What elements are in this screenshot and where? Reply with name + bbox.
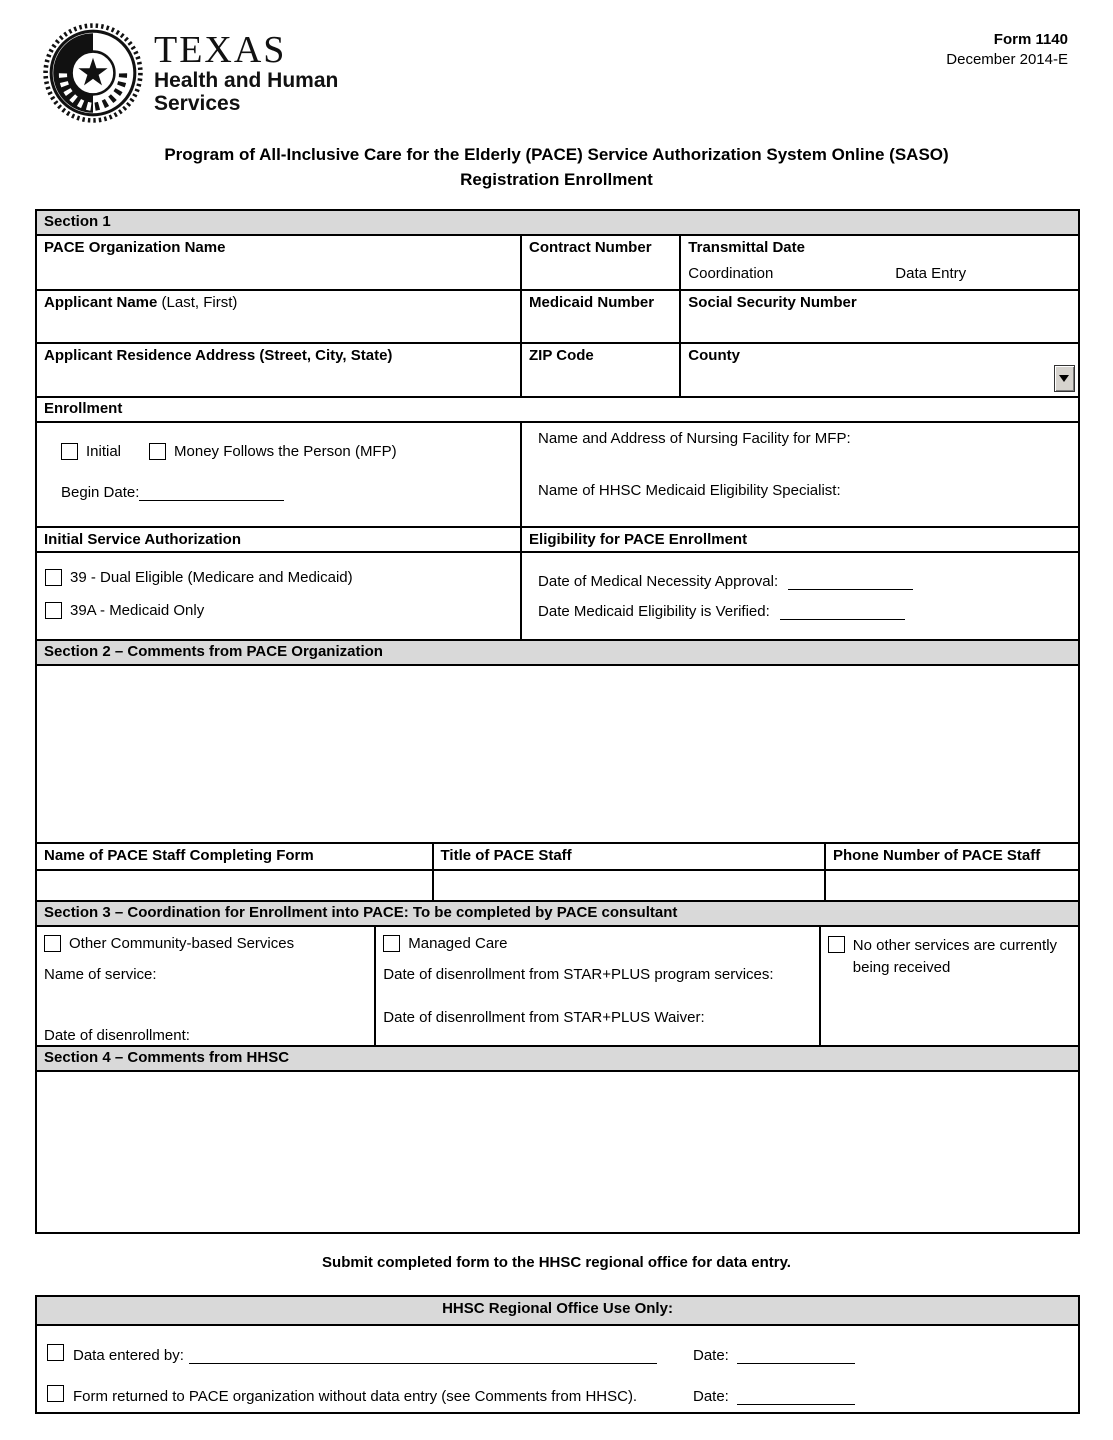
residence-address-label: Applicant Residence Address (Street, City, State) (44, 347, 393, 364)
enrollment-header: Enrollment (44, 400, 123, 417)
form-title (0, 143, 1113, 192)
form-returned-row (47, 1381, 1068, 1405)
form-returned-checkbox[interactable] (47, 1385, 64, 1402)
mfp-checkbox[interactable] (149, 443, 166, 460)
staff-name-label: Name of PACE Staff Completing Form (44, 847, 314, 864)
date-label-2: Date: (693, 1388, 729, 1405)
medical-necessity-date-label: Date of Medical Necessity Approval: (538, 573, 779, 590)
form-date: December 2014-E (946, 51, 1068, 69)
staff-phone-field[interactable] (824, 871, 1078, 900)
applicant-name-field[interactable] (37, 291, 520, 342)
enrollment-type-cell (37, 423, 520, 526)
data-entry-label: Data Entry (895, 265, 967, 282)
medicaid-verified-date-label: Date Medicaid Eligibility is Verified: (538, 603, 770, 620)
section4-header: Section 4 – Comments from HHSC (44, 1049, 290, 1066)
contract-number-field[interactable] (520, 236, 679, 289)
begin-date-label: Begin Date: (61, 484, 140, 501)
starplus-waiver-label: Date of disenrollment from STAR+PLUS Waiver: (383, 1009, 705, 1026)
code-39a-label: 39A - Medicaid Only (70, 602, 205, 619)
form-number: Form 1140 (993, 31, 1068, 48)
code-39-checkbox[interactable] (45, 569, 62, 586)
managed-care-cell (374, 927, 819, 1045)
coordination-label: Coordination (688, 265, 774, 282)
service-authorization-options-cell (37, 553, 520, 639)
other-services-label: Other Community-based Services (69, 935, 295, 952)
mfp-label: Money Follows the Person (MFP) (174, 443, 397, 460)
county-label: County (688, 347, 740, 364)
staff-title-field[interactable] (432, 871, 824, 900)
zip-code-label: ZIP Code (529, 347, 594, 364)
staff-phone-label: Phone Number of PACE Staff (832, 847, 1041, 864)
code-39-label: 39 - Dual Eligible (Medicare and Medicaid) (70, 569, 353, 586)
section4-comments-area[interactable] (37, 1072, 1078, 1232)
logo-text (154, 28, 339, 115)
initial-label: Initial (86, 443, 122, 460)
date-input-line-2[interactable] (737, 1390, 855, 1405)
managed-care-label: Managed Care (408, 935, 508, 952)
zip-code-field[interactable] (520, 344, 679, 396)
office-use-table (35, 1295, 1080, 1414)
data-entered-input-line[interactable] (189, 1349, 657, 1364)
begin-date-input-line[interactable] (139, 486, 284, 501)
county-dropdown-button[interactable] (1054, 365, 1075, 392)
section3-header: Section 3 – Coordination for Enrollment into PACE: To be completed by PACE consultant (44, 904, 678, 921)
logo-subline-2: Services (154, 92, 241, 115)
submit-instruction: Submit completed form to the HHSC regional office for data entry. (322, 1254, 791, 1271)
starplus-program-label: Date of disenrollment from STAR+PLUS program services: (383, 966, 774, 983)
data-entered-checkbox[interactable] (47, 1344, 64, 1361)
ssn-label: Social Security Number (688, 294, 857, 311)
pace-organization-name-label: PACE Organization Name (44, 239, 226, 256)
chevron-down-icon (1059, 375, 1069, 382)
nursing-facility-label: Name and Address of Nursing Facility for MFP: (538, 430, 851, 447)
date-of-disenrollment-label: Date of disenrollment: (44, 1027, 190, 1044)
logo-texas: TEXAS (154, 28, 287, 71)
contract-number-label: Contract Number (529, 239, 652, 256)
data-entered-row (47, 1340, 1068, 1364)
medicaid-verified-date-input-line[interactable] (780, 605, 905, 620)
managed-care-checkbox[interactable] (383, 935, 400, 952)
medicaid-number-field[interactable] (520, 291, 679, 342)
form-meta (946, 30, 1068, 71)
section2-comments-area[interactable] (37, 666, 1078, 842)
logo-subline-1: Health and Human (154, 68, 339, 92)
medicaid-number-label: Medicaid Number (529, 294, 655, 311)
date-label-1: Date: (693, 1347, 729, 1364)
texas-seal-icon (42, 22, 144, 124)
ssn-field[interactable] (679, 291, 1078, 342)
eligibility-dates-cell (520, 553, 1078, 639)
staff-title-label: Title of PACE Staff (440, 847, 572, 864)
applicant-name-label: Applicant Name (44, 294, 158, 311)
residence-address-field[interactable] (37, 344, 520, 396)
other-services-cell (37, 927, 374, 1045)
medical-necessity-date-input-line[interactable] (788, 575, 913, 590)
form-returned-label: Form returned to PACE organization without data entry (see Comments from HHSC). (73, 1388, 638, 1405)
name-of-service-label: Name of service: (44, 966, 157, 983)
transmittal-date-label: Transmittal Date (688, 239, 805, 256)
mfp-details-cell (520, 423, 1078, 526)
eligibility-for-pace-header: Eligibility for PACE Enrollment (529, 531, 748, 548)
no-services-label: No other services are currently being received (852, 937, 1058, 976)
applicant-name-hint: (Last, First) (161, 294, 238, 311)
no-services-cell (819, 927, 1078, 1045)
data-entered-label: Data entered by: (73, 1347, 184, 1364)
form-title-line1: Program of All-Inclusive Care for the Elderly (PACE) Service Authorization System Online (SASO) (164, 145, 949, 164)
form-title-line2: Registration Enrollment (460, 169, 653, 189)
no-services-checkbox[interactable] (828, 936, 845, 953)
office-use-header: HHSC Regional Office Use Only: (442, 1300, 673, 1317)
transmittal-date-field[interactable] (679, 236, 1078, 289)
section2-header: Section 2 – Comments from PACE Organization (44, 643, 383, 660)
initial-checkbox[interactable] (61, 443, 78, 460)
hhs-logo (42, 22, 338, 124)
pace-organization-name-field[interactable] (37, 236, 520, 289)
other-services-checkbox[interactable] (44, 935, 61, 952)
code-39a-checkbox[interactable] (45, 602, 62, 619)
date-input-line-1[interactable] (737, 1349, 855, 1364)
section1-header: Section 1 (44, 213, 111, 230)
staff-name-field[interactable] (37, 871, 432, 900)
initial-service-authorization-header: Initial Service Authorization (44, 531, 241, 548)
eligibility-specialist-label: Name of HHSC Medicaid Eligibility Specialist: (538, 482, 841, 499)
county-field[interactable] (679, 344, 1078, 396)
main-form-table (35, 209, 1080, 1234)
